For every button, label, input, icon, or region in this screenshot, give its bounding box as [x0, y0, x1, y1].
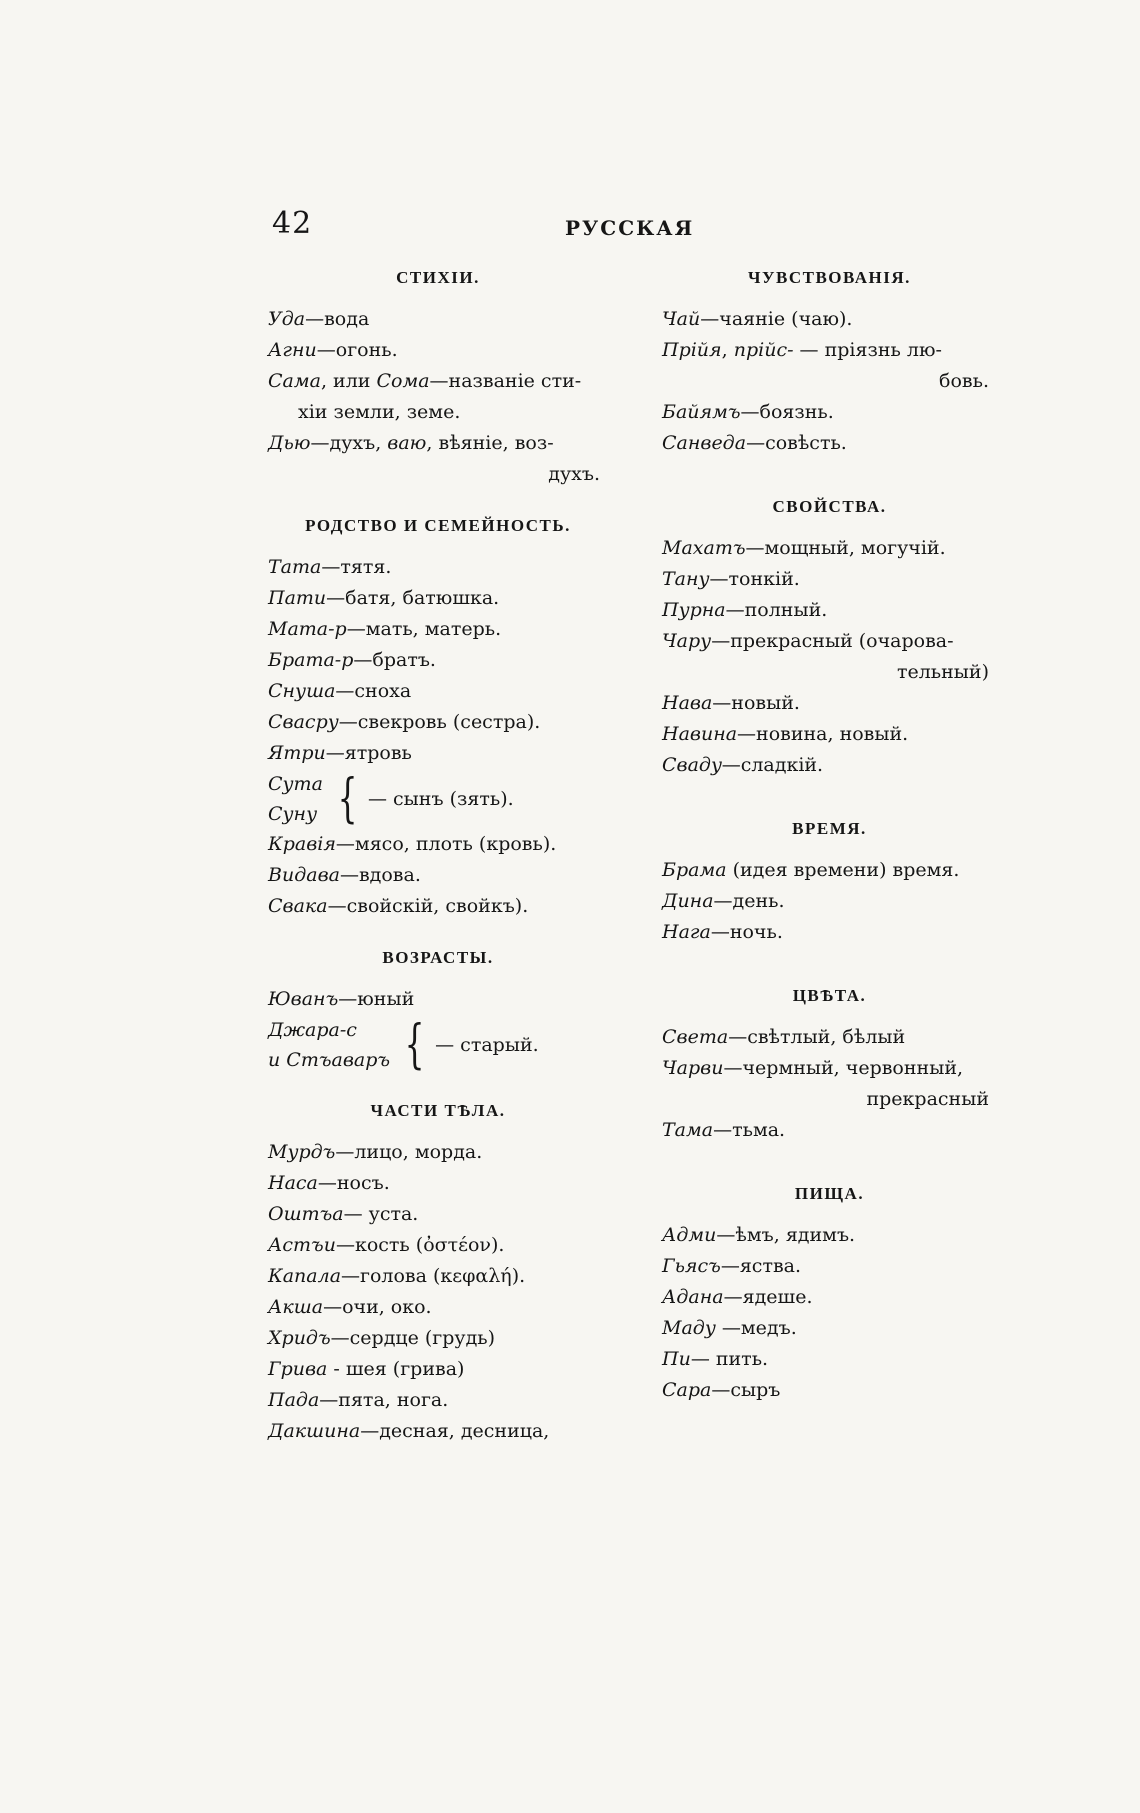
meaning: —свѣтлый, бѣлый: [728, 1026, 906, 1048]
running-head: РУССКАЯ: [565, 216, 695, 240]
meaning: —новый.: [712, 692, 800, 714]
entry: [662, 1022, 997, 1053]
entry: [268, 676, 608, 707]
section-title: ЧАСТИ ТѢЛА.: [370, 1101, 506, 1120]
meaning: —очи, око.: [323, 1296, 432, 1318]
term: Ятри: [268, 742, 326, 764]
entry: [268, 1137, 608, 1168]
term: ваю: [387, 432, 427, 454]
meaning: —ночь.: [710, 921, 783, 943]
term: Тата: [268, 556, 322, 578]
meaning: —тьма.: [713, 1119, 786, 1141]
term: Адми: [662, 1224, 717, 1246]
entry: [268, 984, 608, 1015]
term: Наса: [268, 1172, 318, 1194]
term: Дина: [662, 890, 714, 912]
section-food: [662, 1184, 997, 1406]
meaning: —сноха: [335, 680, 412, 702]
entry: [268, 583, 608, 614]
entry: [662, 1220, 997, 1251]
term: Прійя: [662, 339, 722, 361]
meaning: —батя, батюшка.: [326, 587, 500, 609]
meaning: —боязнь.: [740, 401, 834, 423]
meaning: —братъ.: [353, 649, 436, 671]
entry: [662, 886, 997, 917]
continuation: тельный): [896, 661, 989, 683]
meaning: —названіе сти-: [429, 370, 582, 392]
page-number: 42: [272, 206, 313, 241]
term: Сама: [268, 370, 321, 392]
meaning: —полный.: [725, 599, 828, 621]
meaning: —десная, десница,: [360, 1420, 550, 1442]
section-body-parts: [268, 1101, 608, 1447]
term: Сара: [662, 1379, 712, 1401]
term: Брама: [662, 859, 727, 881]
entry: [662, 1344, 997, 1375]
meaning: (идея времени) время.: [726, 859, 960, 881]
entry: [268, 1261, 608, 1292]
entry: [268, 1199, 608, 1230]
term: Навина: [662, 723, 738, 745]
entry: [268, 738, 608, 769]
entry: [662, 1251, 997, 1282]
term: Кравія: [268, 833, 336, 855]
meaning: —чаяніе (чаю).: [700, 308, 853, 330]
term: прійс-: [733, 339, 794, 361]
brace-icon: {: [337, 769, 358, 829]
term: Пада: [268, 1389, 320, 1411]
term: Снуша: [268, 680, 336, 702]
entry: [662, 1313, 997, 1344]
term: Пурна: [662, 599, 726, 621]
term: Чарви: [662, 1057, 724, 1079]
entry: [662, 1375, 997, 1406]
entry: [662, 855, 997, 886]
entry: [268, 428, 608, 490]
meaning: —медъ.: [715, 1317, 797, 1339]
section-title: ВОЗРАСТЫ.: [382, 948, 494, 967]
entry: [662, 564, 997, 595]
meaning: —духъ,: [310, 432, 388, 454]
section-title: ПИЩА.: [794, 1184, 865, 1203]
meaning: —тонкій.: [709, 568, 800, 590]
entry: [662, 397, 997, 428]
section-title: СТИХІИ.: [396, 268, 480, 287]
entry: [662, 626, 997, 688]
term: Гьясъ: [662, 1255, 721, 1277]
right-column: [662, 268, 997, 1406]
section-title: ВРЕМЯ.: [792, 819, 867, 838]
entry: [662, 688, 997, 719]
entry: [268, 645, 608, 676]
entry: [268, 1230, 608, 1261]
meaning: —день.: [713, 890, 785, 912]
section-title: ЧУВСТВОВАНІЯ.: [748, 268, 911, 287]
meaning: - шея (грива): [327, 1358, 465, 1380]
term: Санведа: [662, 432, 747, 454]
meaning: —юный: [338, 988, 415, 1010]
meaning: —ѣмъ, ядимъ.: [716, 1224, 856, 1246]
term: Стъаваръ: [286, 1049, 391, 1071]
entry: [268, 614, 608, 645]
section-title: СВОЙСТВА.: [772, 497, 887, 516]
term: Оштъа: [268, 1203, 344, 1225]
meaning: — сынъ (зять).: [368, 788, 514, 810]
meaning: — пріязнь лю-: [793, 339, 942, 361]
term: Сута: [268, 773, 323, 795]
meaning: —кость (ὀστέον).: [335, 1234, 505, 1256]
entry: [662, 533, 997, 564]
entry-group: [268, 769, 608, 829]
meaning: —сердце (грудь): [330, 1327, 496, 1349]
meaning: — уста.: [343, 1203, 419, 1225]
meaning: —прекрасный (очарова-: [711, 630, 954, 652]
term: Юванъ: [268, 988, 339, 1010]
meaning: —мясо, плоть (кровь).: [335, 833, 557, 855]
meaning: — старый.: [435, 1034, 539, 1056]
entry: [268, 335, 608, 366]
meaning: —лицо, морда.: [335, 1141, 483, 1163]
entry: [268, 552, 608, 583]
entry: [662, 304, 997, 335]
meaning: —огонь.: [316, 339, 398, 361]
entry: [662, 1053, 997, 1115]
term: Пи: [662, 1348, 691, 1370]
term: Адана: [662, 1286, 724, 1308]
term: Дью: [268, 432, 311, 454]
page-header: [0, 206, 1140, 246]
term: Агни: [268, 339, 317, 361]
entry: [662, 335, 997, 397]
meaning: —новина, новый.: [737, 723, 909, 745]
section-time: [662, 819, 997, 948]
term: Тама: [662, 1119, 714, 1141]
term: Грива: [268, 1358, 328, 1380]
meaning: —яства.: [720, 1255, 802, 1277]
section-title: РОДСТВО И СЕМЕЙНОСТЬ.: [305, 516, 571, 535]
meaning: —совѣсть.: [746, 432, 847, 454]
meaning: —мощный, могучій.: [745, 537, 946, 559]
meaning: —сладкій.: [721, 754, 824, 776]
meaning: —сыръ: [711, 1379, 781, 1401]
term: Махатъ: [662, 537, 746, 559]
term: Видава: [268, 864, 340, 886]
entry: [268, 1168, 608, 1199]
meaning: , вѣяніе, воз-: [426, 432, 554, 454]
term: Пати: [268, 587, 327, 609]
continuation: прекрасный: [866, 1088, 989, 1110]
entry: [268, 829, 608, 860]
term: Брата-р: [268, 649, 354, 671]
term: Мата-р: [268, 618, 347, 640]
term: Хридъ: [268, 1327, 331, 1349]
entry: [268, 707, 608, 738]
meaning: —вдова.: [339, 864, 421, 886]
term: Света: [662, 1026, 729, 1048]
section-colors: [662, 986, 997, 1146]
term: Сома: [376, 370, 430, 392]
meaning: —свекровь (сестра).: [338, 711, 541, 733]
entry: [662, 1282, 997, 1313]
meaning: —мать, матерь.: [346, 618, 502, 640]
term: Нава: [662, 692, 713, 714]
term: Уда: [268, 308, 306, 330]
entry: [662, 719, 997, 750]
prefix: и: [268, 1049, 287, 1071]
term: Чай: [662, 308, 701, 330]
entry: [268, 1323, 608, 1354]
continuation: духъ.: [548, 463, 600, 485]
meaning: —тятя.: [321, 556, 392, 578]
term: Байямъ: [662, 401, 741, 423]
entry: [268, 366, 608, 428]
entry: [268, 1354, 608, 1385]
left-column: [268, 268, 608, 1447]
meaning: —пята, нога.: [319, 1389, 449, 1411]
term: Астъи: [268, 1234, 336, 1256]
entry: [268, 1292, 608, 1323]
entry: [662, 917, 997, 948]
section-ages: [268, 948, 608, 1075]
meaning: —вода: [305, 308, 370, 330]
term: Джара-с: [268, 1019, 357, 1041]
entry: [268, 304, 608, 335]
brace-icon: {: [404, 1015, 425, 1075]
entry: [268, 891, 608, 922]
term: Мурдъ: [268, 1141, 336, 1163]
entry: [662, 595, 997, 626]
entry: [268, 860, 608, 891]
term: Капала: [268, 1265, 342, 1287]
term: Дакшина: [268, 1420, 361, 1442]
term: Акша: [268, 1296, 324, 1318]
separator: , или: [320, 370, 377, 392]
term: Маду: [662, 1317, 716, 1339]
section-kinship: [268, 516, 608, 922]
entry: [662, 428, 997, 459]
section-title: ЦВѢТА.: [792, 986, 867, 1005]
entry: [268, 1416, 608, 1447]
meaning: —ядеше.: [723, 1286, 813, 1308]
term: Нага: [662, 921, 711, 943]
section-elements: [268, 268, 608, 490]
section-feelings: [662, 268, 997, 459]
term: Свака: [268, 895, 328, 917]
entry: [662, 1115, 997, 1146]
meaning: —свойскій, свойкъ).: [327, 895, 529, 917]
meaning: —ятровь: [325, 742, 412, 764]
continuation: бовь.: [939, 370, 989, 392]
separator: ,: [721, 339, 734, 361]
term: Тану: [662, 568, 710, 590]
meaning: — пить.: [690, 1348, 769, 1370]
entry-group: [268, 1015, 608, 1075]
term: Суну: [268, 803, 318, 825]
entry: [662, 750, 997, 781]
term: Свадy: [662, 754, 722, 776]
meaning: —голова (κεφαλή).: [341, 1265, 526, 1287]
meaning: —носъ.: [317, 1172, 390, 1194]
continuation: хіи земли, земе.: [298, 401, 461, 423]
entry: [268, 1385, 608, 1416]
term: Чару: [662, 630, 712, 652]
meaning: —чермный, червонный,: [723, 1057, 964, 1079]
term: Свасру: [268, 711, 339, 733]
section-properties: [662, 497, 997, 781]
